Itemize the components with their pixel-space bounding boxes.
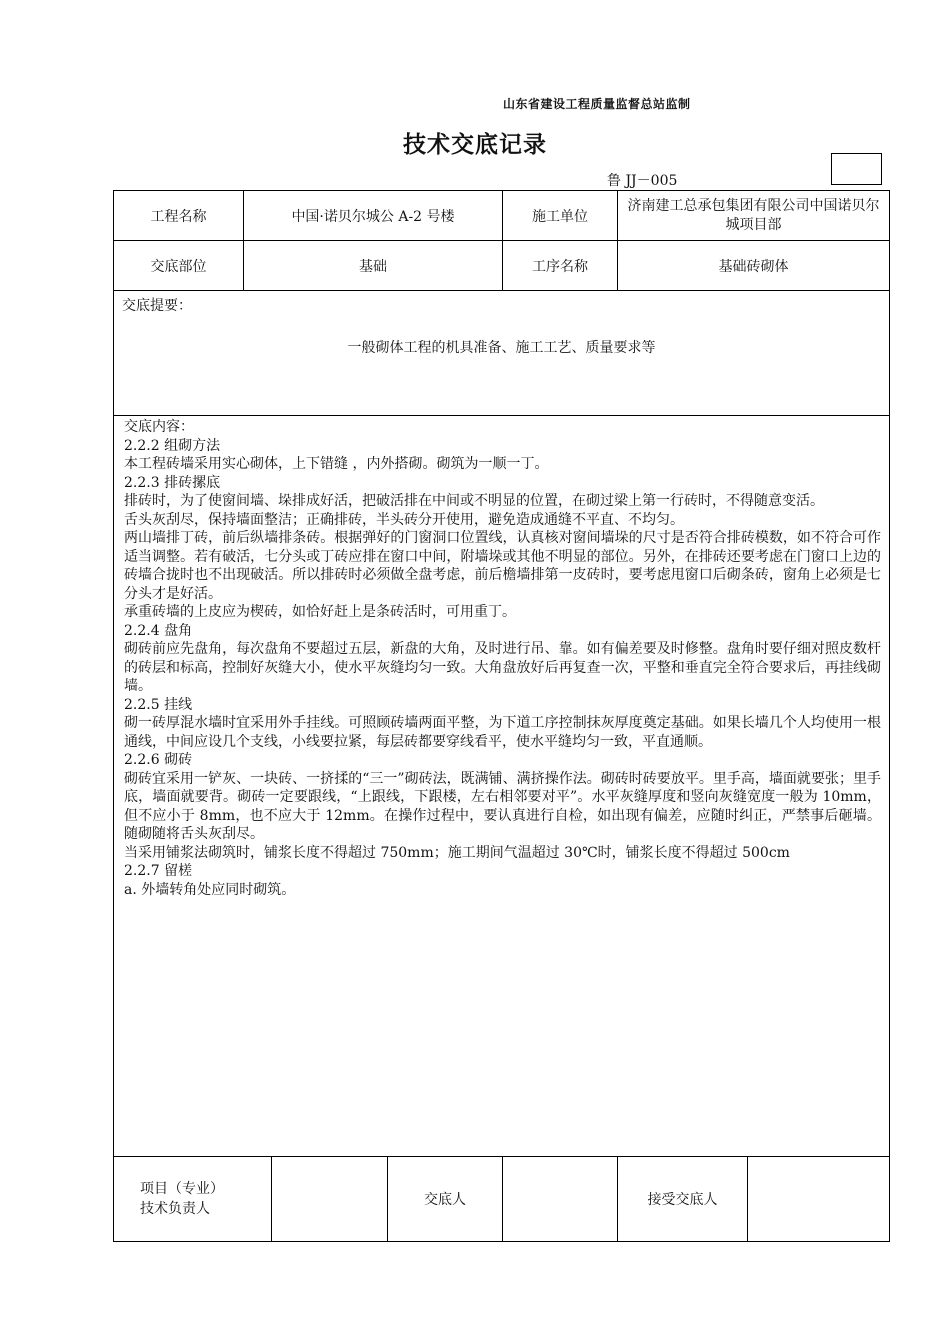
receiver-label: 接受交底人	[618, 1157, 748, 1242]
stamp-box	[831, 153, 882, 185]
content-label: 交底内容：	[124, 419, 194, 435]
content-line: 舌头灰刮尽，保持墙面整洁；正确排砖，半头砖分开使用，避免造成通缝不平直、不均匀。	[124, 511, 684, 528]
summary-label: 交底提要：	[122, 298, 192, 314]
content-line: 砌砖前应先盘角，每次盘角不要超过五层，新盘的大角，及时进行吊、靠。如有偏差要及时修整。盘角时要仔细对照皮数杆的砖层和标高，控制好灰缝大小，使水平灰缝均匀一致。大角盘放好后再复查一次，平整和垂直完全符合要求后，再挂线砌墙。	[124, 641, 881, 694]
summary-text: 一般砌体工程的机具准备、施工工艺、质量要求等	[347, 340, 656, 356]
content-line: 砌一砖厚混水墙时宜采用外手挂线。可照顾砖墙两面平整，为下道工序控制抹灰厚度奠定基础。如果长墙几个人均使用一根通线，中间应设几个支线，小线要拉紧，每层砖都要穿线看平，使水平缝均匀一致，平直通顺。	[124, 715, 881, 750]
construction-unit-label: 施工单位	[503, 191, 618, 241]
content-line: 2.2.5 挂线	[124, 696, 193, 713]
disclosure-part-label: 交底部位	[114, 241, 244, 291]
process-name-value: 基础砖砌体	[618, 241, 890, 291]
content-line: 2.2.4 盘角	[124, 622, 193, 639]
discloser-signature	[503, 1157, 618, 1242]
project-name-label: 工程名称	[114, 191, 244, 241]
content-line: 本工程砖墙采用实心砌体，上下错缝 ，内外搭砌。砌筑为一顺一丁。	[124, 456, 549, 472]
tech-lead-label-line2: 技术负责人	[140, 1201, 210, 1217]
receiver-signature	[748, 1157, 890, 1242]
content-cell	[114, 416, 890, 1157]
content-line: 2.2.7 留槎	[124, 863, 193, 879]
content-line: a. 外墙转角处应同时砌筑。	[124, 881, 296, 898]
tech-lead-signature	[272, 1157, 388, 1242]
content-line: 砌砖宜采用一铲灰、一块砖、一挤揉的“三一”砌砖法，既满铺、满挤操作法。砌砖时砖要放平。里手高，墙面就要张；里手底，墙面就要背。砌砖一定要跟线，“上跟线，下跟楼，左右相邻要对平”。水平灰缝厚度和竖向灰缝宽度一般为 10mm，但不应小于 8mm，也不应大于 12mm。在操作过程中，要认真进行自检，如出现有偏差，应随时纠正，严禁事后砸墙。随砌随将舌头灰刮尽。	[124, 770, 881, 842]
content-line: 2.2.6 砌砖	[124, 752, 193, 768]
content-line: 承重砖墙的上皮应为楔砖，如恰好赶上是条砖活时，可用重丁。	[124, 604, 516, 620]
summary-cell	[114, 291, 890, 416]
content-line: 当采用铺浆法砌筑时，铺浆长度不得超过 750mm；施工期间气温超过 30℃时，铺浆长度不得超过 500cm	[124, 844, 790, 861]
record-table	[113, 190, 890, 1242]
supervision-note: 山东省建设工程质量监督总站监制	[503, 97, 691, 111]
document-number: 鲁 JJ－005	[607, 173, 678, 189]
content-line: 2.2.2 组砌方法	[124, 437, 221, 454]
content-line: 排砖时，为了使窗间墙、垛排成好活，把破活排在中间或不明显的位置，在砌过梁上第一行砖时，不得随意变活。	[124, 493, 824, 509]
page-title: 技术交底记录	[403, 132, 547, 158]
content-line: 两山墙排丁砖，前后纵墙排条砖。根据弹好的门窗洞口位置线，认真核对窗间墙垛的尺寸是否符合排砖模数，如不符合可作适当调整。若有破活，七分头或丁砖应排在窗口中间，附墙垛或其他不明显的部位。另外，在排砖还要考虑在门窗口上边的砖墙合拢时也不出现破活。所以排砖时必须做全盘考虑，前后檐墙排第一皮砖时，要考虑甩窗口后砌条砖，窗角上必须是七分头才是好活。	[124, 530, 881, 602]
disclosure-part-value: 基础	[244, 241, 503, 291]
content-line: 2.2.3 排砖摞底	[124, 474, 221, 491]
tech-lead-label-line1: 项目（专业）	[140, 1181, 224, 1197]
process-name-label: 工序名称	[503, 241, 618, 291]
tech-lead-label	[114, 1157, 272, 1242]
construction-unit-value: 济南建工总承包集团有限公司中国诺贝尔城项目部	[618, 191, 890, 241]
discloser-label: 交底人	[388, 1157, 503, 1242]
project-name-value: 中国·诺贝尔城公 A-2 号楼	[244, 191, 503, 241]
